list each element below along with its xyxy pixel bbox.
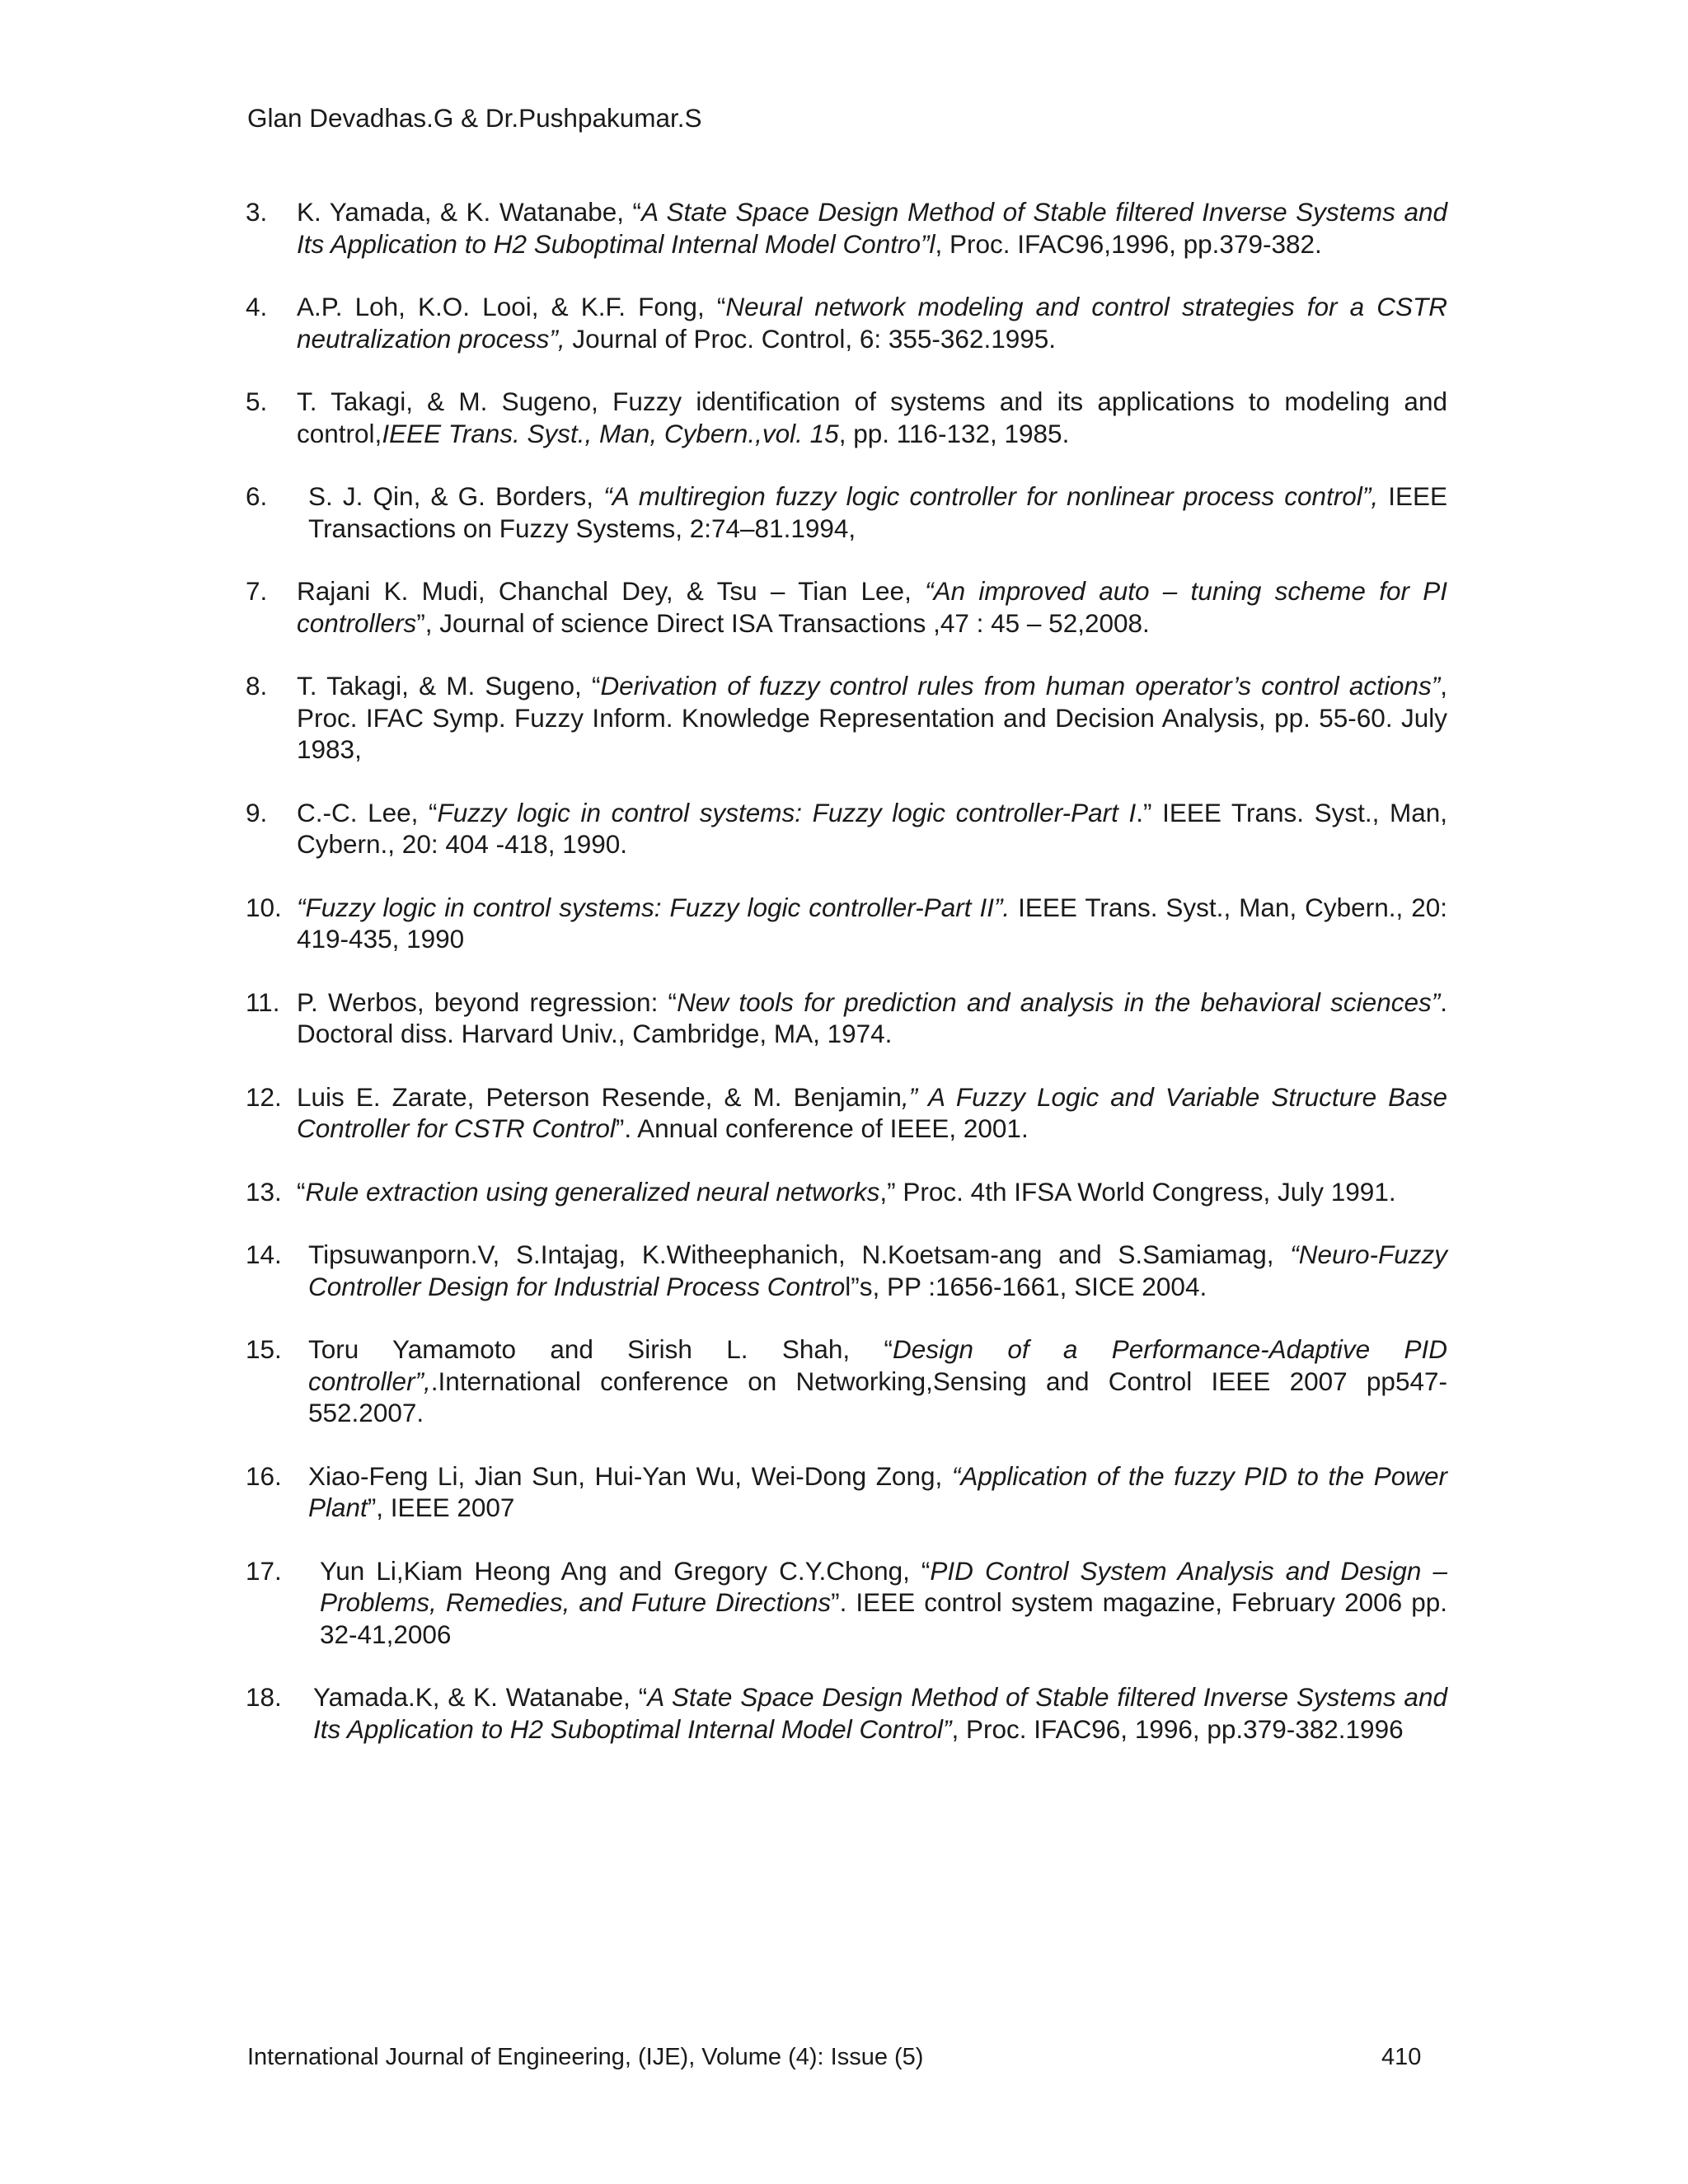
- reference-item: [246, 1333, 1447, 1429]
- reference-segment: K. Yamada, & K. Watanabe, “: [297, 197, 642, 227]
- reference-segment: Rajani K. Mudi, Chanchal Dey, & Tsu – Tian Lee,: [297, 576, 926, 606]
- reference-segment: ”. IEEE control system magazine, February 2006 pp. 32-41,2006: [320, 1587, 1447, 1649]
- reference-title: Design of a Performance-Adaptive PID controller”,: [308, 1334, 1447, 1396]
- reference-segment: T. Takagi, & M. Sugeno, “: [297, 671, 601, 701]
- reference-segment: , Proc. IFAC96,1996, pp.379-382.: [935, 228, 1322, 259]
- reference-segment: . Doctoral diss. Harvard Univ., Cambridge, MA, 1974.: [297, 987, 1447, 1048]
- reference-item: [246, 892, 1447, 955]
- reference-text: [297, 291, 1447, 354]
- reference-text: [297, 196, 1447, 260]
- reference-title: “A multiregion fuzzy logic controller for nonlinear process control”,: [603, 481, 1379, 511]
- reference-text: [320, 1555, 1447, 1651]
- reference-item: [246, 1081, 1447, 1145]
- reference-segment: Yamada.K, & K. Watanabe, “: [313, 1682, 648, 1712]
- reference-segment: ,” Proc. 4th IFSA World Congress, July 1991.: [879, 1176, 1396, 1207]
- reference-item: [246, 1176, 1447, 1208]
- journal-footer: International Journal of Engineering, (IJE), Volume (4): Issue (5): [247, 2044, 924, 2070]
- reference-text: [297, 575, 1447, 639]
- reference-title: A State Space Design Method of Stable filtered Inverse Systems and Its Application to H2 Suboptimal Internal Model Contro”l: [297, 197, 1447, 259]
- reference-number: 9.: [246, 797, 268, 827]
- reference-text: [297, 1176, 1447, 1208]
- reference-segment: Luis E. Zarate, Peterson Resende, & M. Benjamin: [297, 1081, 902, 1112]
- reference-title: “Neuro-Fuzzy Controller Design for Industrial Process Contro: [308, 1240, 1447, 1301]
- reference-text: [308, 1333, 1447, 1429]
- reference-text: [297, 386, 1447, 449]
- reference-title: New tools for prediction and analysis in the behavioral sciences”: [677, 987, 1441, 1017]
- reference-item: [246, 386, 1447, 449]
- reference-text: [297, 670, 1447, 766]
- reference-number: 18.: [246, 1682, 282, 1712]
- reference-item: [246, 1239, 1447, 1302]
- reference-segment: T. Takagi, & M. Sugeno, Fuzzy identification of systems and its applications to modeling and control,: [297, 387, 1447, 448]
- reference-title: Rule extraction using generalized neural networks: [305, 1176, 880, 1207]
- reference-text: [308, 1239, 1447, 1302]
- reference-segment: , Proc. IFAC Symp. Fuzzy Inform. Knowledge Representation and Decision Analysis, pp. 55-60. July 1983,: [297, 671, 1447, 764]
- reference-title: Derivation of fuzzy control rules from human operator’s control actions”: [600, 671, 1441, 701]
- reference-segment: , pp. 116-132, 1985.: [838, 418, 1070, 448]
- reference-number: 16.: [246, 1460, 282, 1491]
- reference-number: 6.: [246, 481, 268, 511]
- reference-number: 4.: [246, 292, 268, 321]
- reference-segment: Journal of Proc. Control, 6: 355-362.1995.: [565, 323, 1057, 354]
- reference-segment: Toru Yamamoto and Sirish L. Shah, “: [308, 1334, 893, 1364]
- reference-text: [297, 1081, 1447, 1145]
- reference-number: 12.: [246, 1081, 282, 1112]
- reference-text: [313, 1681, 1447, 1745]
- reference-segment: ”. Annual conference of IEEE, 2001.: [615, 1113, 1029, 1143]
- reference-segment: A.P. Loh, K.O. Looi, & K.F. Fong, “: [297, 292, 726, 321]
- reference-segment: C.-C. Lee, “: [297, 797, 438, 827]
- reference-item: [246, 480, 1447, 544]
- reference-title: “An improved auto – tuning scheme for PI controllers: [297, 576, 1447, 638]
- reference-text: [297, 987, 1447, 1050]
- reference-segment: Xiao-Feng Li, Jian Sun, Hui-Yan Wu, Wei-Dong Zong,: [308, 1460, 952, 1491]
- reference-item: [246, 670, 1447, 766]
- reference-number: 11.: [246, 987, 280, 1017]
- reference-item: [246, 291, 1447, 354]
- reference-item: [246, 987, 1447, 1050]
- reference-segment: S. J. Qin, & G. Borders,: [308, 481, 604, 511]
- reference-number: 7.: [246, 576, 268, 606]
- reference-number: 17.: [246, 1555, 282, 1586]
- reference-item: [246, 196, 1447, 260]
- reference-title: Neural network modeling and control strategies for a CSTR neutralization process”,: [297, 292, 1447, 354]
- reference-list: [246, 196, 1447, 1776]
- reference-title: “Application of the fuzzy PID to the Power Plant: [308, 1460, 1448, 1522]
- reference-segment: .” IEEE Trans. Syst., Man, Cybern., 20: 404 -418, 1990.: [297, 797, 1447, 859]
- reference-segment: “: [297, 1176, 306, 1207]
- reference-number: 3.: [246, 197, 268, 227]
- reference-segment: , Proc. IFAC96, 1996, pp.379-382.1996: [951, 1713, 1404, 1744]
- reference-title: PID Control System Analysis and Design – Problems, Remedies, and Future Directions: [320, 1555, 1447, 1617]
- reference-title: “Fuzzy logic in control systems: Fuzzy logic controller-Part II”.: [297, 892, 1010, 922]
- reference-segment: ”, Journal of science Direct ISA Transactions ,47 : 45 – 52,2008.: [416, 607, 1150, 638]
- reference-title: ,” A Fuzzy Logic and Variable Structure Base Controller for CSTR Control: [297, 1081, 1447, 1143]
- reference-text: [297, 797, 1447, 860]
- reference-title: IEEE Trans. Syst., Man, Cybern.,vol. 15: [382, 418, 839, 448]
- reference-segment: Tipsuwanporn.V, S.Intajag, K.Witheephanich, N.Koetsam-ang and S.Samiamag,: [308, 1240, 1291, 1269]
- reference-segment: .International conference on Networking,Sensing and Control IEEE 2007 pp547-552.2007.: [308, 1366, 1447, 1427]
- reference-number: 14.: [246, 1240, 282, 1269]
- running-header: Glan Devadhas.G & Dr.Pushpakumar.S: [247, 103, 702, 133]
- reference-segment: Yun Li,Kiam Heong Ang and Gregory C.Y.Chong, “: [320, 1555, 931, 1586]
- reference-item: [246, 1555, 1447, 1651]
- reference-text: [308, 480, 1447, 544]
- reference-text: [308, 1460, 1447, 1524]
- reference-item: [246, 797, 1447, 860]
- reference-item: [246, 575, 1447, 639]
- reference-title: A State Space Design Method of Stable filtered Inverse Systems and Its Application to H2 Suboptimal Internal Model Control”: [313, 1682, 1447, 1744]
- reference-title: Fuzzy logic in control systems: Fuzzy logic controller-Part I: [437, 797, 1137, 827]
- reference-number: 15.: [246, 1334, 282, 1364]
- page-number: 410: [1381, 2044, 1422, 2070]
- reference-number: 13.: [246, 1176, 282, 1207]
- reference-text: [297, 892, 1447, 955]
- reference-number: 10.: [246, 892, 282, 922]
- reference-segment: IEEE Trans. Syst., Man, Cybern., 20: 419-435, 1990: [297, 892, 1447, 954]
- reference-segment: l”s, PP :1656-1661, SICE 2004.: [845, 1271, 1207, 1301]
- reference-number: 5.: [246, 387, 268, 416]
- reference-number: 8.: [246, 671, 268, 701]
- reference-item: [246, 1460, 1447, 1524]
- reference-segment: P. Werbos, beyond regression: “: [297, 987, 678, 1017]
- reference-segment: ”, IEEE 2007: [367, 1493, 515, 1522]
- reference-segment: IEEE Transactions on Fuzzy Systems, 2:74–81.1994,: [308, 481, 1448, 543]
- reference-item: [246, 1681, 1447, 1745]
